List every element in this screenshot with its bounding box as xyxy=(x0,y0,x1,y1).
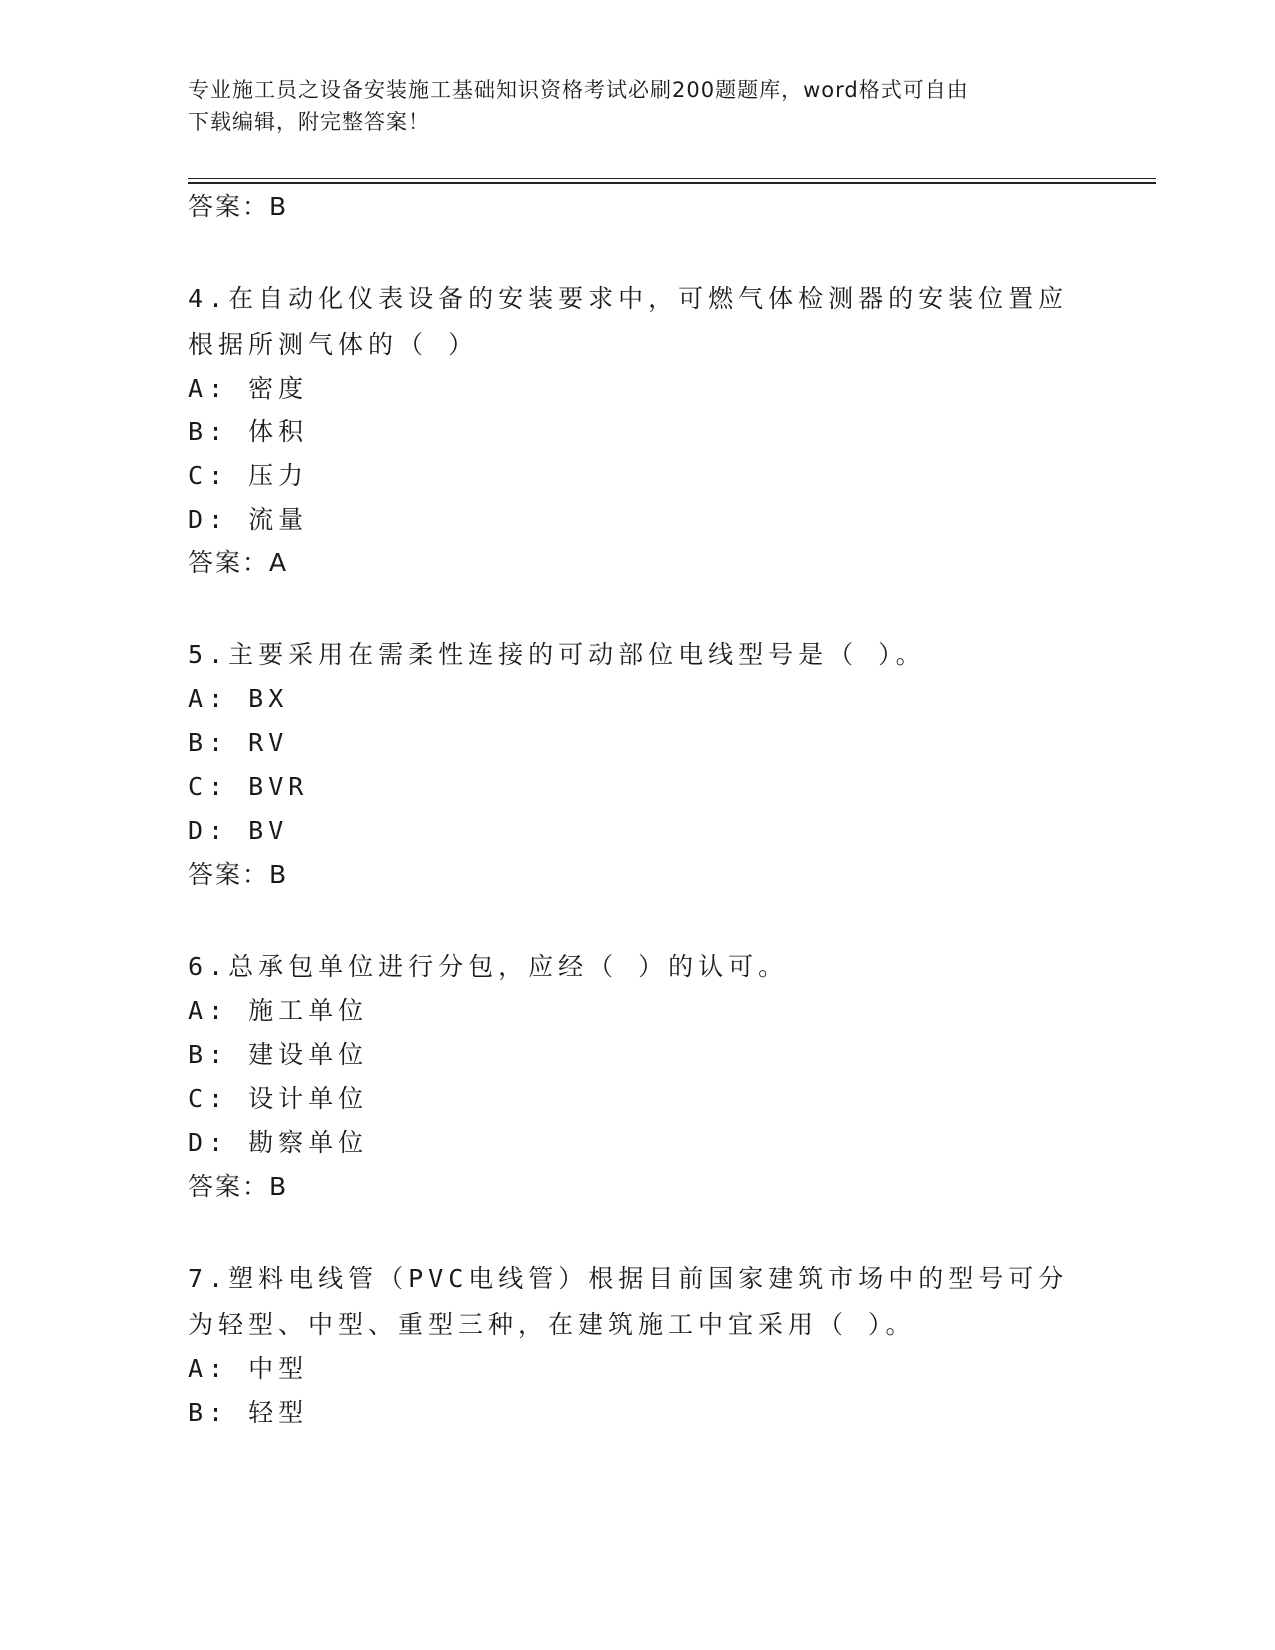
option-b: B: 体积 xyxy=(188,417,309,446)
document-header xyxy=(188,74,1068,138)
answer-label: 答案：B xyxy=(188,192,289,221)
option-c: C: 压力 xyxy=(188,461,309,490)
option-c: C: 设计单位 xyxy=(188,1084,369,1113)
option-d: D: 流量 xyxy=(188,505,309,534)
option-d: D: 勘察单位 xyxy=(188,1128,369,1157)
answer-label: 答案：A xyxy=(188,548,289,577)
option-b: B: 轻型 xyxy=(188,1398,309,1427)
header-divider-thick xyxy=(188,182,1156,184)
option-b: B: RV xyxy=(188,728,289,757)
header-line-1: 专业施工员之设备安装施工基础知识资格考试必刷200题题库，word格式可自由 xyxy=(188,78,969,102)
option-b: B: 建设单位 xyxy=(188,1040,369,1069)
question-text: 7.塑料电线管（PVC电线管）根据目前国家建筑市场中的型号可分为轻型、中型、重型三种，在建筑施工中宜采用（ ）。 xyxy=(188,1264,1069,1339)
option-a: A: 施工单位 xyxy=(188,996,369,1025)
option-c: C: BVR xyxy=(188,772,309,801)
option-d: D: BV xyxy=(188,816,289,845)
header-divider-thin xyxy=(188,178,1156,179)
option-a: A: 中型 xyxy=(188,1354,309,1383)
answer-label: 答案：B xyxy=(188,860,289,889)
answer-label: 答案：B xyxy=(188,1172,289,1201)
option-a: A: BX xyxy=(188,684,289,713)
option-a: A: 密度 xyxy=(188,374,309,403)
question-text: 6.总承包单位进行分包，应经（ ）的认可。 xyxy=(188,952,789,981)
question-text: 4.在自动化仪表设备的安装要求中，可燃气体检测器的安装位置应根据所测气体的（ ） xyxy=(188,284,1069,359)
question-text: 5.主要采用在需柔性连接的可动部位电线型号是（ ）。 xyxy=(188,640,926,669)
header-line-2: 下载编辑，附完整答案！ xyxy=(188,110,430,134)
